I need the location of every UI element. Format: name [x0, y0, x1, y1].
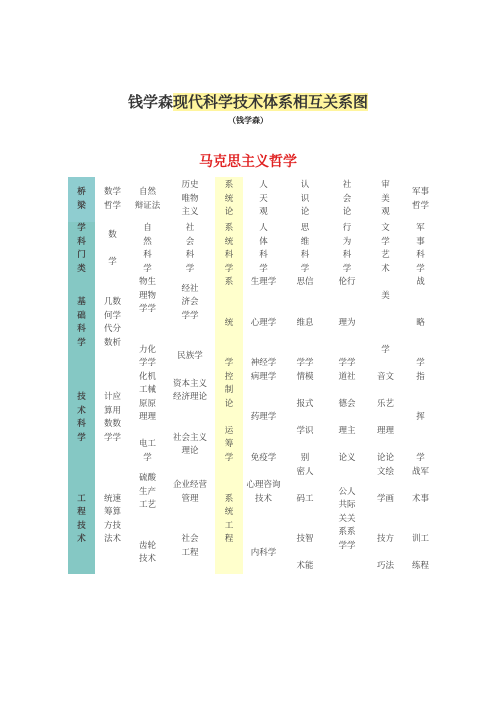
cell-thinking: 密人 码工 技智 术能 [296, 466, 314, 571]
cell-military: 指 挥 学 [416, 371, 425, 463]
cell-military: 战军 术事 训工 练程 [411, 466, 429, 571]
cell-natural: 化机 工械 原原 理理 电工 学 [138, 371, 156, 463]
cell-human: 病理学 药理学 免疫学 [250, 371, 277, 463]
table-row [68, 371, 438, 466]
cell-military: 军 事 科 学 [416, 223, 425, 274]
table-row [68, 466, 438, 574]
row-header: 学 科 门 类 [68, 222, 95, 276]
cell-military: 军事 哲学 [411, 187, 429, 211]
cell-math: 数学 哲学 [103, 187, 121, 211]
cell-human: 人 体 科 学 [259, 223, 268, 274]
cell-military: 战 略 学 [416, 277, 425, 368]
cell-social: 企业经营 管理 社会 工程 [172, 480, 207, 558]
table-row [68, 177, 438, 222]
cell-thinking: 思 维 科 学 [300, 223, 310, 274]
science-system-table [68, 177, 438, 574]
row-header: 基 础 科 学 [68, 276, 95, 371]
row-header: 工 程 技 术 [68, 466, 95, 574]
row-header: 桥 梁 [68, 177, 95, 222]
page-title [0, 91, 496, 112]
table-row [68, 276, 438, 371]
cell-art: 音文 乐艺 理理 论论 [376, 371, 394, 463]
cell-art: 审 美 观 [381, 180, 390, 218]
cell-natural: 物生 理物 学学 力化 学学 [138, 277, 156, 368]
cell-system: 系 统 学 [215, 276, 243, 371]
cell-system: 系 统 论 [215, 177, 243, 222]
cell-system: 系 统 工 程 [215, 466, 243, 574]
cell-math: 数 学 [108, 229, 117, 267]
cell-art: 文 学 艺 术 [381, 223, 390, 274]
table-row [68, 222, 438, 276]
cell-system: 控 制 论 运 筹 学 [215, 371, 243, 466]
cell-thinking: 认 识 论 [300, 180, 310, 218]
cell-math: 几数 何学 代分 数析 [103, 297, 121, 348]
cell-social: 历史 唯物 主义 [181, 180, 199, 218]
cell-art: 美 学 [381, 290, 390, 355]
cell-natural: 自然 辩证法 [134, 187, 161, 211]
cell-natural: 硫酸 生产 工艺 齿轮 技术 [138, 473, 156, 565]
cell-system: 系 统 科 学 [215, 222, 243, 276]
cell-social: 社 会 科 学 [185, 223, 195, 274]
cell-natural: 自 然 科 学 [143, 223, 152, 274]
cell-social: 资本主义 经济理论 社会主义 理论 [172, 378, 207, 456]
row-header: 技 术 科 学 [68, 371, 95, 466]
cell-thinking: 思信 维息 学学 [296, 277, 314, 368]
cell-math: 统速 筹算 方技 法术 [103, 493, 121, 544]
cell-behavior: 行 为 科 学 [342, 223, 352, 274]
cell-behavior: 道社 德会 理主 论义 [338, 371, 356, 463]
cell-behavior: 社 会 论 [342, 180, 352, 218]
cell-art: 文绘 学画 技方 巧法 [376, 466, 394, 571]
title-prefix: 钱学森 [127, 93, 173, 111]
cell-math: 计应 算用 数数 学学 [103, 392, 121, 443]
cell-thinking: 情模 报式 学识 别 [296, 371, 314, 463]
cell-human: 心理咨询 技术 内科学 [246, 480, 281, 558]
philosophy-heading: 马克思主义哲学 [199, 154, 297, 170]
author-label: （钱学森） [228, 116, 268, 125]
cell-behavior: 公人 共际 关关 系系 学学 [338, 486, 356, 551]
cell-behavior: 伦行 理为 学学 [338, 277, 356, 368]
title-highlight: 现代科学技术体系相互关系图 [173, 93, 369, 111]
cell-human: 人 天 观 [259, 180, 268, 218]
cell-human: 生理学 心理学 神经学 [250, 277, 277, 368]
cell-social: 经社 济会 学学 民族学 [177, 283, 203, 362]
